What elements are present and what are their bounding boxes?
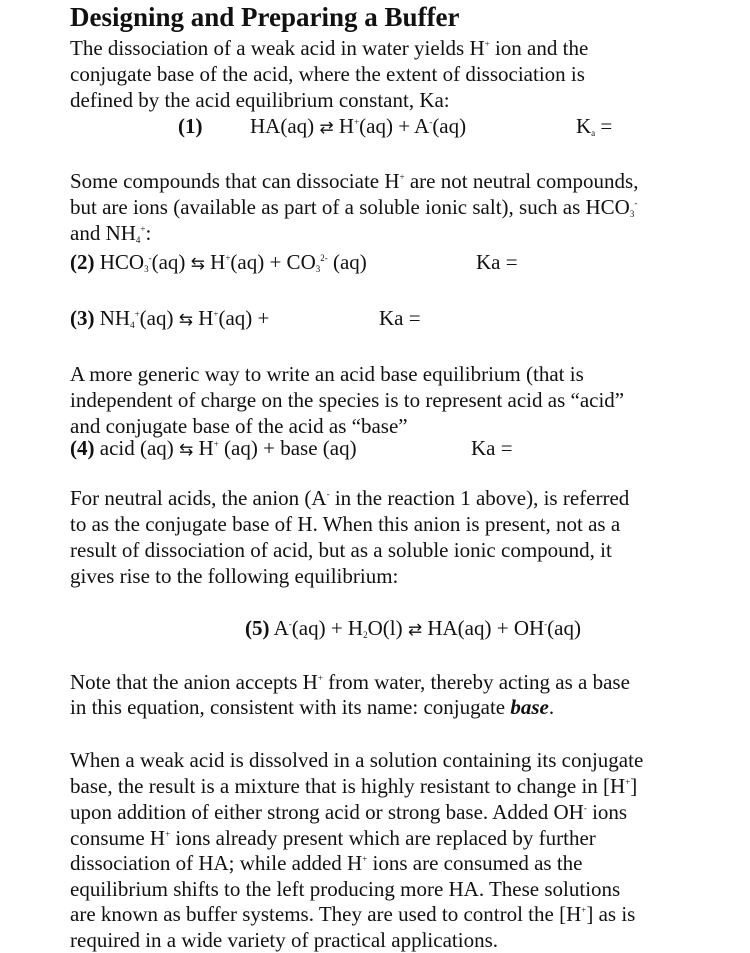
text-line <box>70 669 630 695</box>
superscript: + <box>484 39 490 49</box>
text-line <box>70 876 620 902</box>
text-segment: HA(aq) <box>250 114 320 138</box>
text-segment: NH <box>94 306 131 330</box>
text-segment: ] as is <box>586 902 636 926</box>
text-line <box>70 435 357 463</box>
text-line <box>70 194 637 220</box>
text-segment: (aq) <box>432 114 467 138</box>
text-line <box>70 850 582 876</box>
subscript: 4 <box>135 235 141 245</box>
superscript: - <box>148 253 152 263</box>
equilibrium-arrow-icon: ⇆ <box>178 310 193 330</box>
text-segment: . <box>548 695 555 719</box>
text-segment: Ka = <box>471 436 513 460</box>
text-line <box>70 361 584 387</box>
text-segment: (aq) + <box>218 306 270 330</box>
equilibrium-arrow-icon: ⇆ <box>190 254 205 274</box>
text-segment: The dissociation of a weak acid in water yields H <box>70 36 485 60</box>
text-line <box>250 113 466 141</box>
text-line <box>379 305 421 331</box>
text-segment: conjugate base of the acid, where the extent of dissociation is <box>70 62 585 86</box>
text-segment: H <box>333 114 355 138</box>
text-segment: (aq) + H <box>291 616 364 640</box>
text-segment: (aq) <box>151 250 191 274</box>
text-line <box>245 615 581 643</box>
text-segment: H <box>192 306 214 330</box>
text-segment: = <box>595 114 613 138</box>
text-line <box>476 249 518 275</box>
subscript: 3 <box>315 264 321 274</box>
text-segment: HCO <box>94 250 145 274</box>
text-segment: from water, thereby acting as a base <box>322 670 630 694</box>
superscript: - <box>583 803 587 813</box>
text-segment: ions already present which are replaced by further <box>170 826 596 850</box>
text-segment: acid (aq) <box>94 436 180 460</box>
superscript: + <box>213 309 219 319</box>
text-segment: (aq) + CO <box>230 250 316 274</box>
text-segment: (1) <box>178 114 203 138</box>
text-segment: (aq) + base (aq) <box>218 436 357 460</box>
subscript: a <box>591 128 596 138</box>
superscript: + <box>354 117 360 127</box>
text-line <box>70 61 585 87</box>
text-line <box>70 799 627 825</box>
text-segment: gives rise to the following equilibrium: <box>70 564 399 588</box>
superscript: - <box>326 489 330 499</box>
text-segment: but are ions (available as part of a soluble ionic salt), such as HCO <box>70 195 630 219</box>
text-line <box>178 113 203 139</box>
text-line <box>70 87 450 113</box>
text-segment: base <box>510 695 549 719</box>
text-line <box>471 435 513 461</box>
superscript: + <box>225 253 231 263</box>
text-segment: base, the result is a mixture that is highly resistant to change in [H <box>70 774 626 798</box>
text-segment: For neutral acids, the anion (A <box>70 486 327 510</box>
text-segment: upon addition of either strong acid or strong base. Added OH <box>70 800 584 824</box>
subscript: 2 <box>363 630 368 640</box>
text-segment: in the reaction 1 above), is referred <box>329 486 630 510</box>
superscript: + <box>581 905 587 915</box>
text-segment: A more generic way to write an acid base equilibrium (that is <box>70 362 584 386</box>
superscript: - <box>288 619 292 629</box>
text-segment: Note that the anion accepts H <box>70 670 318 694</box>
text-line <box>70 747 643 773</box>
text-segment: equilibrium shifts to the left producing more HA. These solutions <box>70 877 621 901</box>
text-line <box>70 694 554 720</box>
text-segment: ions are consumed as the <box>367 851 583 875</box>
text-line <box>70 511 620 537</box>
text-segment: consume H <box>70 826 166 850</box>
text-segment: to as the conjugate base of H. When this anion is present, not as a <box>70 512 621 536</box>
text-line <box>70 305 269 333</box>
text-segment: in this equation, consistent with its name: conjugate <box>70 695 511 719</box>
text-segment: Ka = <box>379 306 421 330</box>
superscript: + <box>317 673 323 683</box>
superscript: + <box>399 172 405 182</box>
text-segment: ions <box>586 800 628 824</box>
text-segment: ion and the <box>489 36 589 60</box>
text-segment: HA(aq) + OH <box>422 616 545 640</box>
text-segment: ] <box>630 774 638 798</box>
text-segment: When a weak acid is dissolved in a solution containing its conjugate <box>70 748 644 772</box>
text-segment: O(l) <box>367 616 408 640</box>
superscript: + <box>213 439 219 449</box>
text-line <box>70 901 635 927</box>
subscript: 4 <box>130 320 135 330</box>
superscript: 2- <box>320 253 328 263</box>
page-title: Designing and Preparing a Buffer <box>70 2 460 32</box>
text-segment: : <box>145 221 152 245</box>
text-segment: independent of charge on the species is to represent acid as “acid” <box>70 388 625 412</box>
text-segment: (aq) + A <box>359 114 430 138</box>
text-line <box>70 35 588 61</box>
superscript: + <box>625 777 631 787</box>
text-line <box>70 220 151 246</box>
equilibrium-arrow-icon: ⇆ <box>179 440 194 460</box>
text-segment: dissociation of HA; while added H <box>70 851 363 875</box>
text-line <box>70 773 637 799</box>
equilibrium-arrow-icon: ⇄ <box>319 118 334 138</box>
text-line <box>70 927 498 953</box>
text-segment: (4) <box>70 436 95 460</box>
text-line <box>70 485 629 511</box>
text-line <box>70 537 612 563</box>
text-line <box>70 563 398 589</box>
superscript: - <box>544 619 548 629</box>
text-line <box>70 387 624 413</box>
text-segment: and conjugate base of the acid as “base” <box>70 414 408 438</box>
equilibrium-arrow-icon: ⇄ <box>407 620 423 640</box>
text-segment: (3) <box>70 306 95 330</box>
text-segment: (2) <box>70 250 95 274</box>
text-line <box>70 825 596 851</box>
superscript: + <box>165 829 171 839</box>
text-line <box>70 249 367 277</box>
text-segment: Some compounds that can dissociate H <box>70 169 400 193</box>
text-segment: defined by the acid equilibrium constant, Ka: <box>70 88 450 112</box>
text-line <box>576 113 612 139</box>
text-segment: H <box>204 250 226 274</box>
text-segment: result of dissociation of acid, but as a soluble ionic compound, it <box>70 538 612 562</box>
superscript: + <box>134 309 140 319</box>
superscript: - <box>634 198 638 208</box>
text-line <box>70 168 638 194</box>
text-segment: required in a wide variety of practical applications. <box>70 928 498 952</box>
superscript: + <box>362 854 368 864</box>
text-segment: (aq) <box>547 616 581 640</box>
text-segment: are known as buffer systems. They are used to control the [H <box>70 902 582 926</box>
text-segment: K <box>576 114 592 138</box>
text-segment: H <box>193 436 214 460</box>
text-segment: A <box>269 616 289 640</box>
text-segment: are not neutral compounds, <box>404 169 639 193</box>
text-segment: and NH <box>70 221 136 245</box>
text-segment: (aq) <box>139 306 179 330</box>
subscript: 3 <box>144 264 149 274</box>
text-segment: (5) <box>245 616 270 640</box>
superscript: - <box>429 117 433 127</box>
text-segment: Ka = <box>476 250 518 274</box>
superscript: + <box>140 224 146 234</box>
text-segment: (aq) <box>327 250 367 274</box>
subscript: 3 <box>629 209 635 219</box>
